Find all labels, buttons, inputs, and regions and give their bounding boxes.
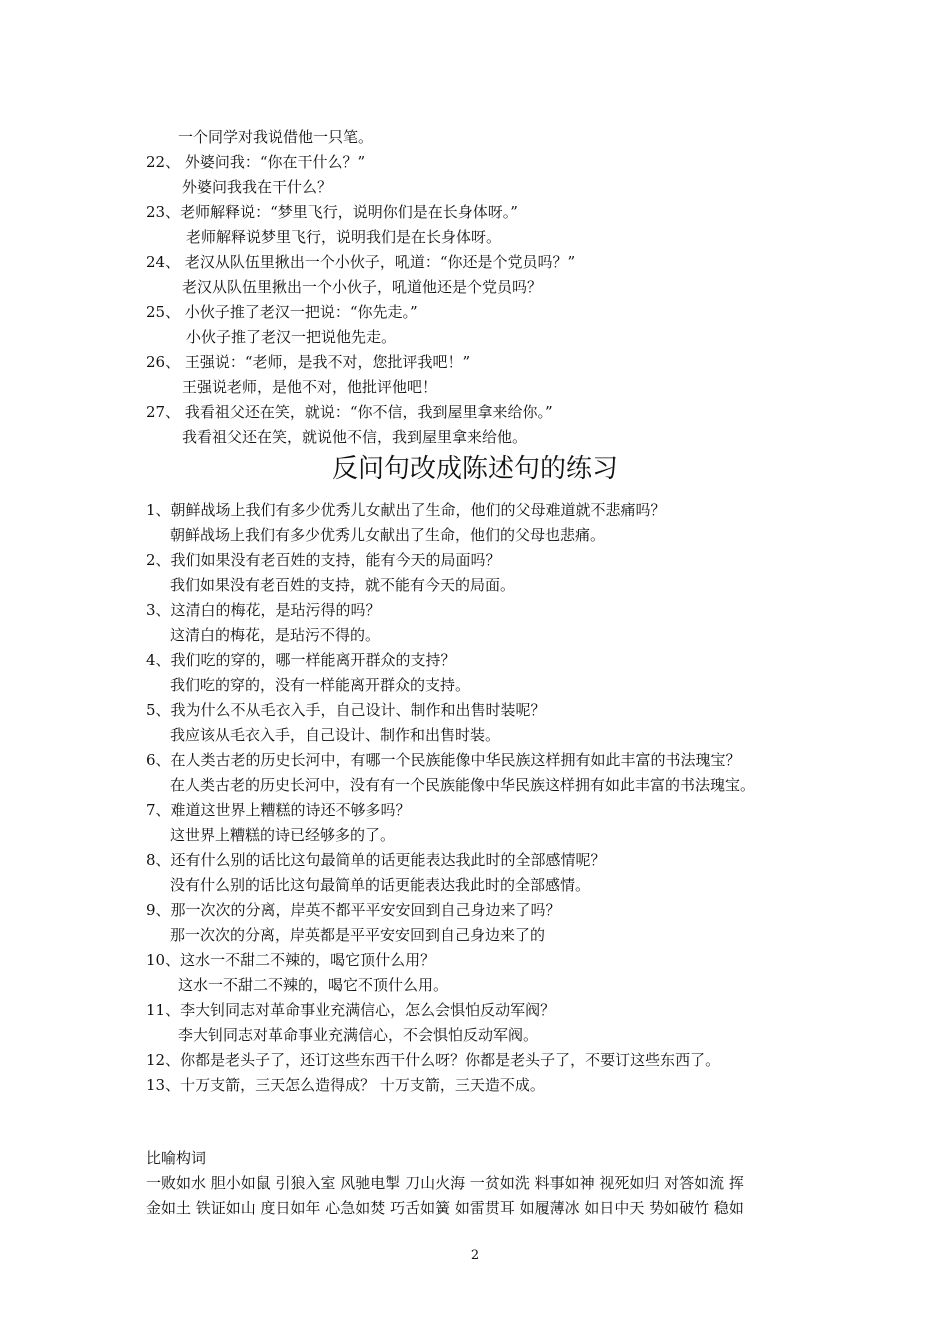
text-line: 这水一不甜二不辣的，喝它不顶什么用。 xyxy=(178,976,449,994)
text-line: 7、难道这世界上糟糕的诗还不够多吗？ xyxy=(146,801,411,819)
text-line: 在人类古老的历史长河中，没有有一个民族能像中华民族这样拥有如此丰富的书法瑰宝。 xyxy=(170,776,756,794)
text-line: 这清白的梅花，是玷污不得的。 xyxy=(170,626,381,644)
text-line: 朝鲜战场上我们有多少优秀儿女献出了生命，他们的父母也悲痛。 xyxy=(170,526,606,544)
text-line: 27、 我看祖父还在笑，就说：“你不信，我到屋里拿来给你。” xyxy=(146,403,553,421)
text-line: 24、 老汉从队伍里揪出一个小伙子，吼道：“你还是个党员吗？” xyxy=(146,253,576,271)
text-line: 4、我们吃的穿的，哪一样能离开群众的支持？ xyxy=(146,651,456,669)
text-line: 一个同学对我说借他一只笔。 xyxy=(178,128,374,146)
text-line: 25、 小伙子推了老汉一把说：“你先走。” xyxy=(146,303,418,321)
text-line: 12、你都是老头子了，还订这些东西干什么呀？你都是老头子了，不要订这些东西了。 xyxy=(146,1051,721,1069)
text-line: 我们吃的穿的，没有一样能离开群众的支持。 xyxy=(170,676,471,694)
text-line: 我看祖父还在笑，就说他不信，我到屋里拿来给他。 xyxy=(182,428,528,446)
text-line: 23、老师解释说：“梦里飞行，说明你们是在长身体呀。” xyxy=(146,203,518,221)
text-line: 2、我们如果没有老百姓的支持，能有今天的局面吗？ xyxy=(146,551,501,569)
text-line: 3、这清白的梅花，是玷污得的吗？ xyxy=(146,601,381,619)
text-line: 我们如果没有老百姓的支持，就不能有今天的局面。 xyxy=(170,576,516,594)
text-line: 老师解释说梦里飞行，说明我们是在长身体呀。 xyxy=(186,228,502,246)
text-line: 一败如水 胆小如鼠 引狼入室 风驰电掣 刀山火海 一贫如洗 料事如神 视死如归 对答如流 挥 xyxy=(146,1174,744,1192)
page-number: 2 xyxy=(470,1248,480,1263)
text-line: 6、在人类古老的历史长河中，有哪一个民族能像中华民族这样拥有如此丰富的书法瑰宝？ xyxy=(146,751,741,769)
text-line: 比喻构词 xyxy=(146,1149,207,1167)
text-line: 这世界上糟糕的诗已经够多的了。 xyxy=(170,826,396,844)
text-line: 金如土 铁证如山 度日如年 心急如焚 巧舌如簧 如雷贯耳 如履薄冰 如日中天 势如破竹 稳如 xyxy=(146,1199,744,1217)
text-line: 李大钊同志对革命事业充满信心，不会惧怕反动军阀。 xyxy=(178,1026,539,1044)
text-line: 老汉从队伍里揪出一个小伙子，吼道他还是个党员吗？ xyxy=(182,278,543,296)
text-line: 没有什么别的话比这句最简单的话更能表达我此时的全部感情。 xyxy=(170,876,591,894)
text-line: 10、这水一不甜二不辣的，喝它顶什么用？ xyxy=(146,951,436,969)
text-line: 22、 外婆问我：“你在干什么？” xyxy=(146,153,366,171)
text-line: 1、朝鲜战场上我们有多少优秀儿女献出了生命，他们的父母难道就不悲痛吗？ xyxy=(146,501,666,519)
text-line: 9、那一次次的分离，岸英不都平平安安回到自己身边来了吗？ xyxy=(146,901,561,919)
text-line: 我应该从毛衣入手，自己设计、制作和出售时装。 xyxy=(170,726,501,744)
text-line: 26、 王强说：“老师，是我不对，您批评我吧！” xyxy=(146,353,471,371)
text-line: 11、李大钊同志对革命事业充满信心，怎么会惧怕反动军阀？ xyxy=(146,1001,556,1019)
text-line: 那一次次的分离，岸英都是平平安安回到自己身边来了的 xyxy=(170,926,546,944)
text-line: 王强说老师，是他不对，他批评他吧！ xyxy=(182,378,438,396)
section-title: 反问句改成陈述句的练习 xyxy=(331,454,618,484)
text-line: 8、还有什么别的话比这句最简单的话更能表达我此时的全部感情呢？ xyxy=(146,851,606,869)
text-line: 13、十万支箭，三天怎么造得成？ 十万支箭，三天造不成。 xyxy=(146,1076,545,1094)
text-line: 小伙子推了老汉一把说他先走。 xyxy=(186,328,397,346)
text-line: 5、我为什么不从毛衣入手，自己设计、制作和出售时装呢？ xyxy=(146,701,546,719)
text-line: 外婆问我我在干什么？ xyxy=(182,178,333,196)
